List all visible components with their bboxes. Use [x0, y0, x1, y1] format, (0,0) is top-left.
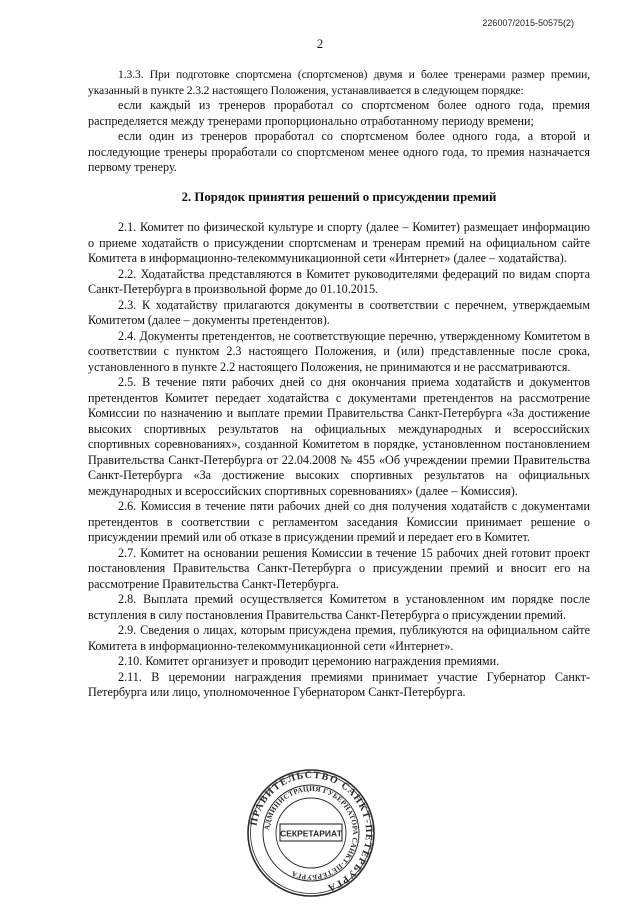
paragraph-2-8: 2.8. Выплата премий осуществляется Комитетом в установленном им порядке после вступления в силу постановления Правительства Санкт-Петербурга о присуждении премий.	[88, 592, 590, 622]
document-number: 226007/2015-50575(2)	[482, 18, 574, 28]
paragraph-2-1: 2.1. Комитет по физической культуре и спорту (далее – Комитет) размещает информацию о приеме ходатайств о присуждении спортсменам и тренерам премий на официальном сайте Комитета в информационно-телекоммуникационной сети «Интернет» (далее – ходатайства).	[88, 220, 590, 265]
section-heading: 2. Порядок принятия решений о присуждении премий	[181, 189, 497, 204]
page-number: 2	[316, 36, 324, 51]
paragraph-1-3-3-a: если каждый из тренеров проработал со спортсменом более одного года, премия распределяется между тренерами пропорционально отработанному периоду времени;	[88, 98, 590, 128]
seal-inner-text: АДМИНИСТРАЦИЯ ГУБЕРНАТОРА САНКТ-ПЕТЕРБУРГА	[263, 784, 360, 882]
paragraph-1-3-3-b: если один из тренеров проработал со спортсменом более одного года, а второй и последующие тренеры проработали со спортсменом менее одного года, то премия назначается первому тренеру.	[88, 129, 590, 174]
seal-center-text: СЕКРЕТАРИАТ	[280, 828, 342, 839]
paragraph-1-3-3: 1.3.3. При подготовке спортсмена (спортсменов) двумя и более тренерами размер премии, указанный в пункте 2.3.2 настоящего Положения, устанавливается в следующем порядке:	[88, 68, 590, 97]
paragraph-2-4: 2.4. Документы претендентов, не соответствующие перечню, утвержденному Комитетом в соответствии с пунктом 2.3 настоящего Положения, и (или) представленные после срока, установленного в пункте 2.2 настоящего Положения, не принимаются и не рассматриваются.	[88, 328, 590, 374]
paragraph-2-3: 2.3. К ходатайству прилагаются документы в соответствии с перечнем, утверждаемым Комитетом (далее – документы претендентов).	[88, 297, 590, 327]
document-body	[88, 67, 590, 701]
paragraph-2-9: 2.9. Сведения о лицах, которым присуждена премия, публикуются на официальном сайте Комитета в информационно-телекоммуникационной сети «Интернет».	[88, 623, 590, 653]
paragraph-2-2: 2.2. Ходатайства представляются в Комитет руководителями федераций по видам спорта Санкт-Петербурга в произвольной форме до 01.10.2015.	[88, 266, 590, 296]
paragraph-2-6: 2.6. Комиссия в течение пяти рабочих дней со дня получения ходатайств с документами претендентов в соответствии с регламентом заседания Комиссии принимает решение о присуждении премий или об отказе в присуждении премий и передает его в Комитет.	[88, 499, 590, 544]
paragraph-2-5: 2.5. В течение пяти рабочих дней со дня окончания приема ходатайств и документов претендентов Комитет передает ходатайства с документами претендентов на рассмотрение Комиссии по назначению и выплате премии Правительства Санкт-Петербурга «За достижение высоких спортивных результатов на официальных международных и всероссийских спортивных соревнованиях», созданной Комитетом в порядке, установленном постановлением Правительства Санкт-Петербурга от 22.04.2008 № 455 «Об учреждении премии Правительства Санкт-Петербурга «За достижение высоких спортивных результатов на официальных международных и всероссийских спортивных соревнованиях» (далее – Комиссия).	[88, 375, 590, 498]
paragraph-2-11: 2.11. В церемонии награждения премиями принимает участие Губернатор Санкт-Петербурга или лицо, уполномоченное Губернатором Санкт-Петербурга.	[88, 669, 590, 699]
seal-outer-text: ПРАВИТЕЛЬСТВО САНКТ-ПЕТЕРБУРГА	[248, 769, 375, 894]
paragraph-2-10: 2.10. Комитет организует и проводит церемонию награждения премиями.	[118, 654, 500, 668]
paragraph-2-7: 2.7. Комитет на основании решения Комиссии в течение 15 рабочих дней готовит проект постановления Правительства Санкт-Петербурга о присуждении премий и вносит его на рассмотрение Правительства Санкт-Петербурга.	[88, 545, 590, 591]
official-seal-stamp	[246, 768, 376, 898]
